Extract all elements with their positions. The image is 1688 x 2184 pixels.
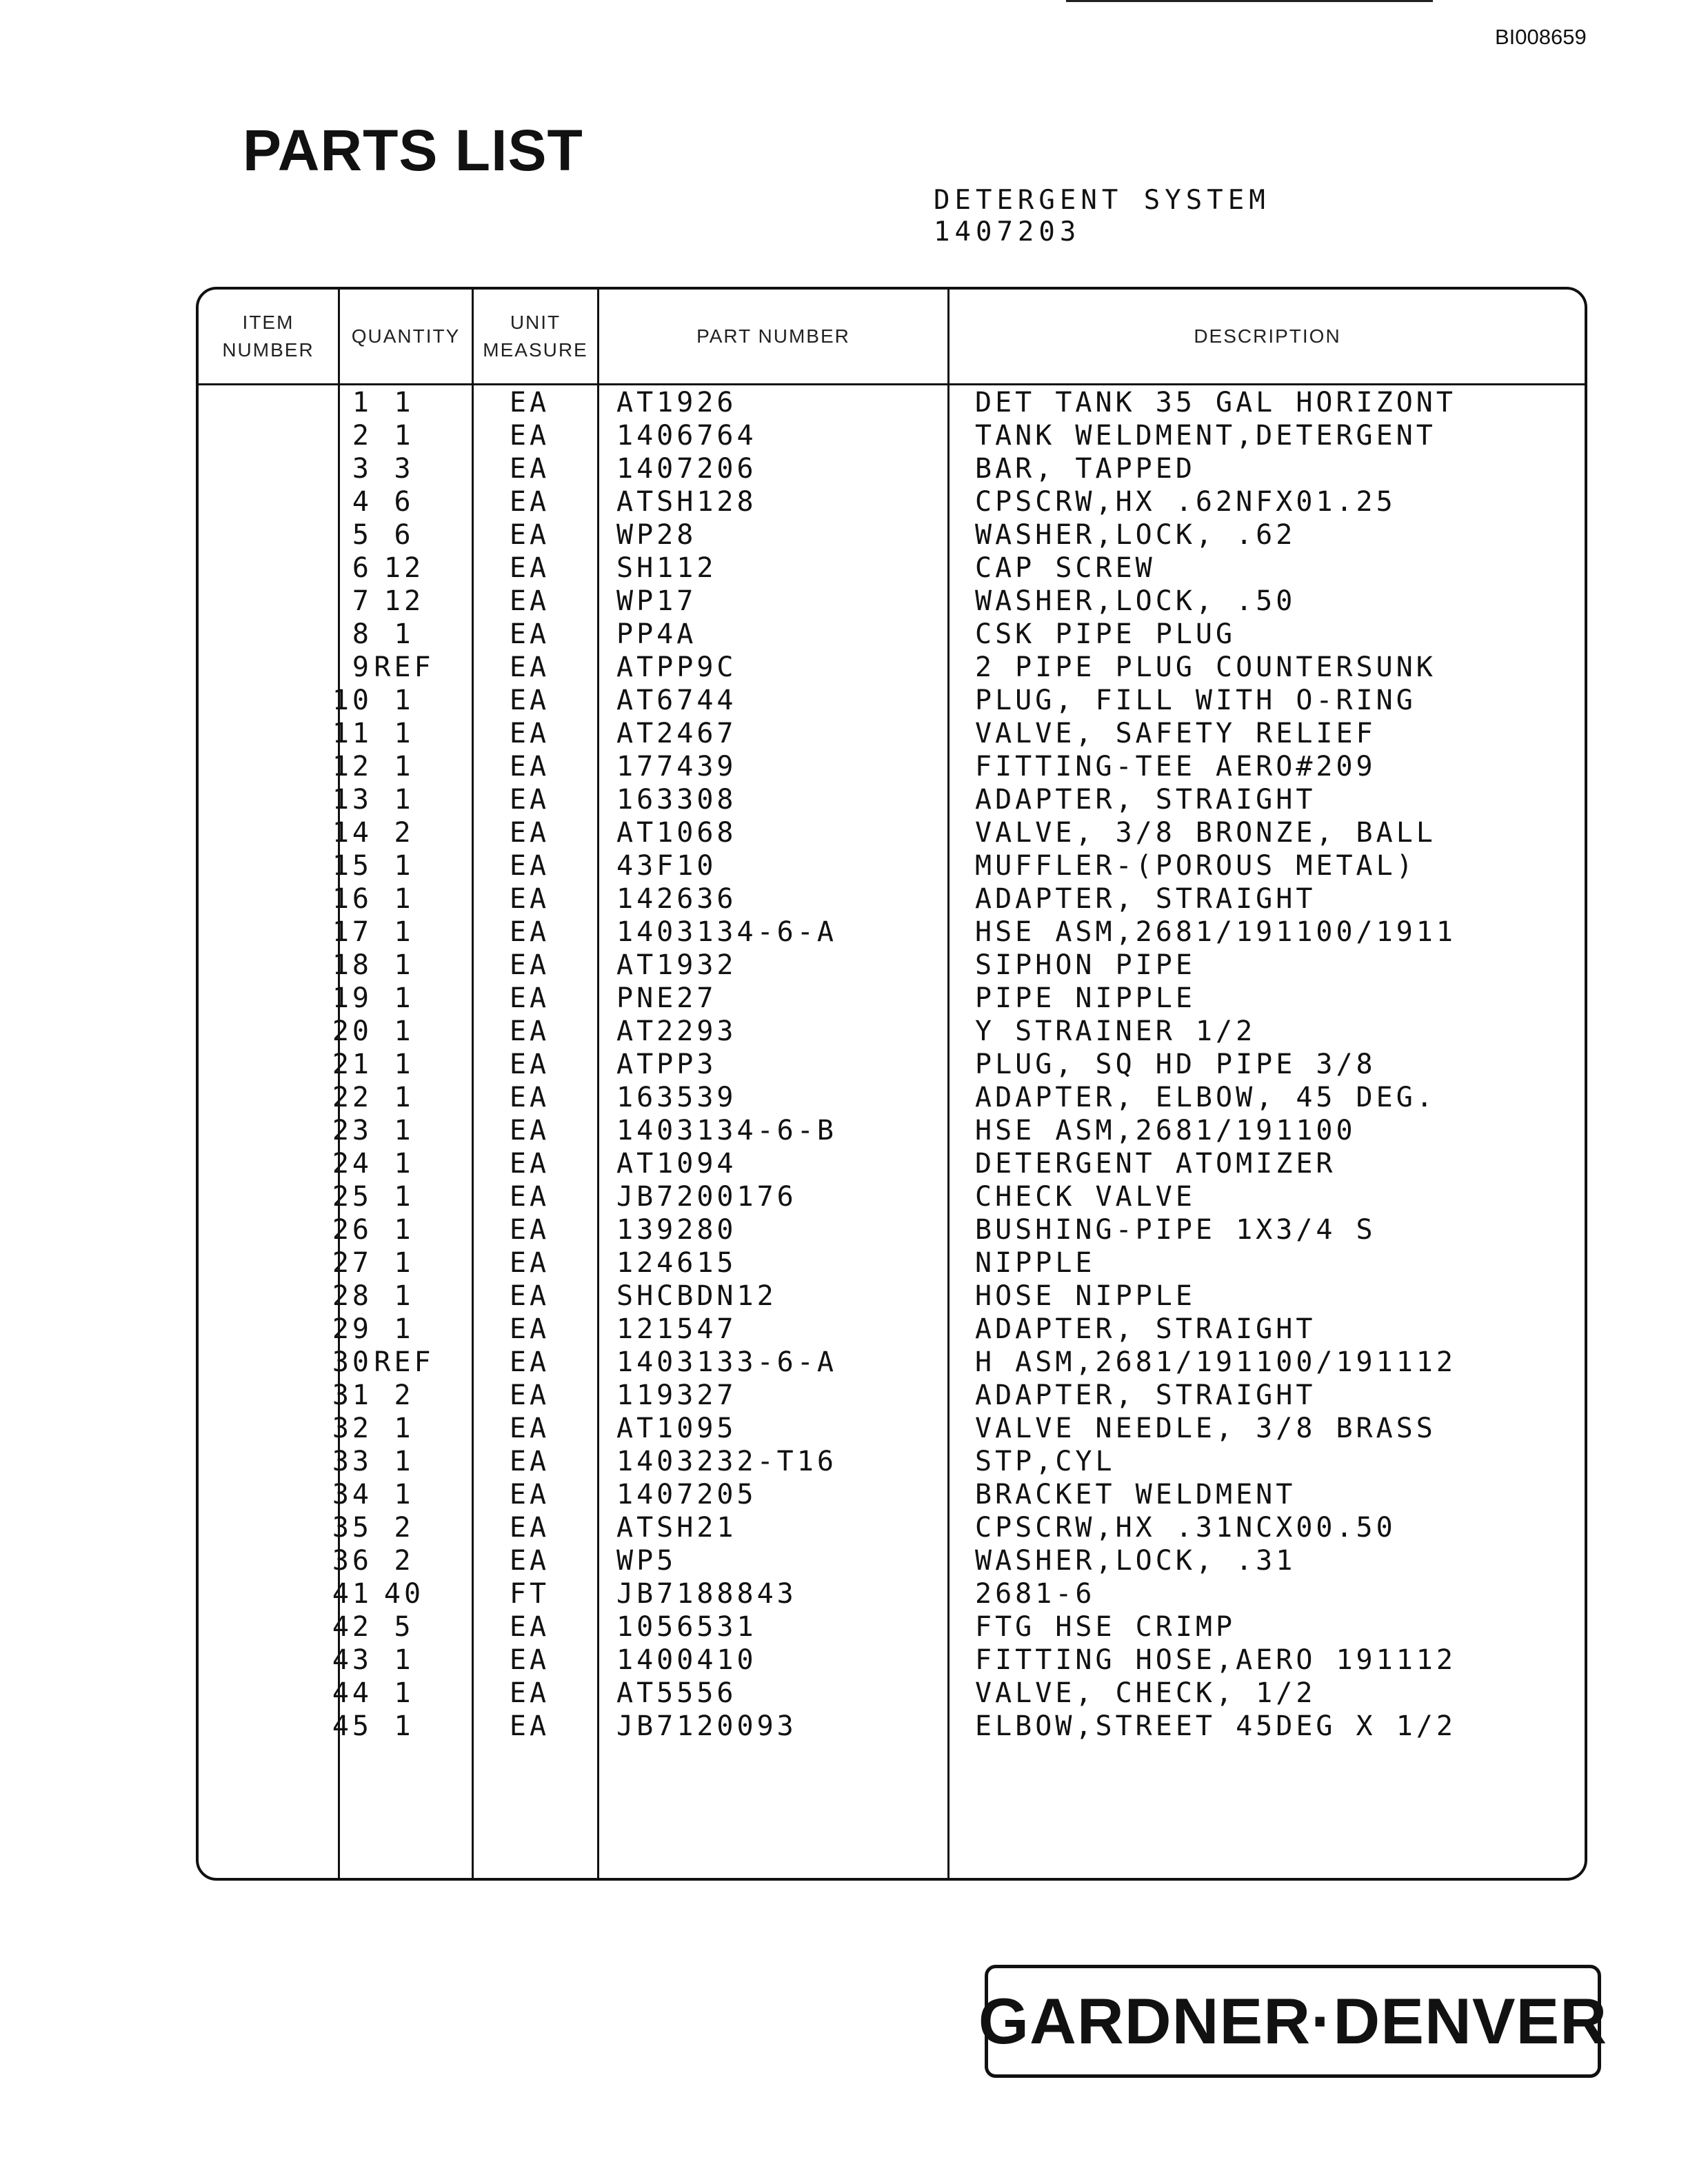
cell-item: 20: [332, 1015, 372, 1047]
table-row: [199, 485, 1585, 518]
cell-unit: EA: [509, 1644, 550, 1676]
cell-item: 35: [332, 1512, 372, 1544]
header-quantity: QUANTITY: [351, 325, 461, 347]
cell-part: JB7120093: [616, 1710, 797, 1742]
cell-part: SHCBDN12: [616, 1280, 777, 1312]
cell-qty: 1: [394, 718, 414, 749]
table-row: [199, 949, 1585, 982]
table-row: [199, 916, 1585, 949]
cell-part: 177439: [616, 751, 737, 782]
cell-qty: 1: [394, 1677, 414, 1709]
cell-part: AT2467: [616, 718, 737, 749]
table-row: [199, 518, 1585, 552]
table-row: [199, 684, 1585, 717]
cell-unit: EA: [509, 1082, 550, 1113]
cell-item: 2: [352, 420, 372, 452]
cell-item: 25: [332, 1181, 372, 1213]
cell-desc: WASHER,LOCK, .50: [975, 585, 1296, 617]
cell-qty: 1: [394, 420, 414, 452]
cell-part: 124615: [616, 1247, 737, 1279]
cell-desc: FTG HSE CRIMP: [975, 1611, 1236, 1643]
cell-unit: EA: [509, 1148, 550, 1180]
table-row: [199, 419, 1585, 452]
cell-desc: Y STRAINER 1/2: [975, 1015, 1256, 1047]
cell-desc: BUSHING-PIPE 1X3/4 S: [975, 1214, 1376, 1246]
table-row: [199, 882, 1585, 916]
table-row: [199, 1511, 1585, 1544]
cell-unit: EA: [509, 1545, 550, 1577]
cell-desc: VALVE, SAFETY RELIEF: [975, 718, 1376, 749]
cell-item: 43: [332, 1644, 372, 1676]
cell-part: 163539: [616, 1082, 737, 1113]
cell-item: 14: [332, 817, 372, 849]
table-row: [199, 1114, 1585, 1147]
cell-part: ATPP3: [616, 1049, 717, 1080]
cell-item: 4: [352, 486, 372, 518]
cell-item: 17: [332, 916, 372, 948]
cell-qty: 1: [394, 1247, 414, 1279]
cell-desc: HSE ASM,2681/191100/1911: [975, 916, 1456, 948]
table-row: [199, 750, 1585, 783]
cell-part: AT1094: [616, 1148, 737, 1180]
cell-item: 31: [332, 1379, 372, 1411]
table-row: [199, 1147, 1585, 1180]
cell-unit: EA: [509, 718, 550, 749]
cell-item: 34: [332, 1479, 372, 1510]
cell-qty: 2: [394, 1512, 414, 1544]
cell-unit: EA: [509, 1115, 550, 1146]
cell-unit: EA: [509, 1710, 550, 1742]
cell-item: 30: [332, 1346, 372, 1378]
cell-desc: PLUG, FILL WITH O-RING: [975, 685, 1416, 716]
cell-part: SH112: [616, 552, 717, 584]
cell-unit: EA: [509, 685, 550, 716]
cell-qty: 1: [394, 1710, 414, 1742]
table-row: [199, 1412, 1585, 1445]
table-row: [199, 717, 1585, 750]
cell-item: 42: [332, 1611, 372, 1643]
cell-unit: EA: [509, 519, 550, 551]
cell-unit: EA: [509, 1479, 550, 1510]
cell-item: 45: [332, 1710, 372, 1742]
cell-desc: FITTING-TEE AERO#209: [975, 751, 1376, 782]
cell-part: 43F10: [616, 850, 717, 882]
assembly-name: DETERGENT SYSTEM: [934, 185, 1270, 216]
document-id: BI008659: [1495, 25, 1587, 49]
cell-item: 24: [332, 1148, 372, 1180]
cell-item: 6: [352, 552, 372, 584]
cell-qty: 1: [394, 1115, 414, 1146]
table-row: [199, 1313, 1585, 1346]
cell-desc: HSE ASM,2681/191100: [975, 1115, 1356, 1146]
header-item-number: ITEM NUMBER: [222, 312, 314, 361]
cell-part: WP5: [616, 1545, 677, 1577]
cell-item: 13: [332, 784, 372, 816]
cell-part: WP28: [616, 519, 697, 551]
table-row: [199, 1015, 1585, 1048]
cell-item: 10: [332, 685, 372, 716]
company-logo: [978, 1965, 1608, 2078]
table-row: [199, 651, 1585, 684]
cell-qty: 1: [394, 685, 414, 716]
cell-item: 8: [352, 618, 372, 650]
cell-desc: VALVE NEEDLE, 3/8 BRASS: [975, 1413, 1436, 1444]
cell-unit: EA: [509, 1313, 550, 1345]
cell-qty: 1: [394, 387, 414, 418]
cell-unit: EA: [509, 817, 550, 849]
cell-qty: 12: [383, 552, 425, 584]
cell-part: ATPP9C: [616, 651, 737, 683]
cell-unit: EA: [509, 784, 550, 816]
cell-part: 1056531: [616, 1611, 757, 1643]
cell-part: AT1095: [616, 1413, 737, 1444]
cell-item: 27: [332, 1247, 372, 1279]
cell-qty: 1: [394, 1214, 414, 1246]
cell-part: PP4A: [616, 618, 697, 650]
cell-part: AT2293: [616, 1015, 737, 1047]
cell-unit: EA: [509, 1346, 550, 1378]
parts-table: [196, 287, 1587, 1881]
cell-desc: TANK WELDMENT,DETERGENT: [975, 420, 1436, 452]
table-row: [199, 1544, 1585, 1577]
cell-unit: EA: [509, 552, 550, 584]
assembly-number: 1407203: [934, 216, 1081, 247]
table-row: [199, 1280, 1585, 1313]
cell-qty: 1: [394, 1644, 414, 1676]
table-row: [199, 1644, 1585, 1677]
cell-unit: EA: [509, 387, 550, 418]
cell-qty: 1: [394, 1049, 414, 1080]
cell-qty: 1: [394, 1313, 414, 1345]
cell-item: 32: [332, 1413, 372, 1444]
cell-desc: SIPHON PIPE: [975, 949, 1196, 981]
cell-item: 41: [332, 1578, 372, 1610]
cell-part: 121547: [616, 1313, 737, 1345]
cell-qty: 1: [394, 1015, 414, 1047]
table-row: [199, 1677, 1585, 1710]
table-row: [199, 1081, 1585, 1114]
cell-unit: EA: [509, 949, 550, 981]
table-row: [199, 386, 1585, 419]
table-row: [199, 849, 1585, 882]
assembly-heading: [934, 185, 1270, 248]
cell-desc: WASHER,LOCK, .62: [975, 519, 1296, 551]
cell-desc: HOSE NIPPLE: [975, 1280, 1196, 1312]
cell-unit: EA: [509, 420, 550, 452]
cell-qty: 2: [394, 1379, 414, 1411]
cell-desc: STP,CYL: [975, 1446, 1116, 1477]
cell-unit: EA: [509, 585, 550, 617]
table-row: [199, 1180, 1585, 1213]
cell-part: 1403134-6-B: [616, 1115, 837, 1146]
page-title: PARTS LIST: [243, 118, 583, 183]
cell-item: 44: [332, 1677, 372, 1709]
cell-part: AT1068: [616, 817, 737, 849]
table-row: [199, 1213, 1585, 1246]
cell-desc: ADAPTER, STRAIGHT: [975, 1313, 1316, 1345]
cell-unit: EA: [509, 1512, 550, 1544]
cell-item: 12: [332, 751, 372, 782]
table-row: [199, 1445, 1585, 1478]
cell-unit: EA: [509, 916, 550, 948]
cell-qty: 1: [394, 1446, 414, 1477]
cell-part: 163308: [616, 784, 737, 816]
table-row: [199, 783, 1585, 816]
cell-item: 36: [332, 1545, 372, 1577]
cell-item: 23: [332, 1115, 372, 1146]
cell-part: ATSH128: [616, 486, 757, 518]
cell-desc: CHECK VALVE: [975, 1181, 1196, 1213]
cell-item: 18: [332, 949, 372, 981]
cell-part: 1403133-6-A: [616, 1346, 837, 1378]
cell-desc: BRACKET WELDMENT: [975, 1479, 1296, 1510]
cell-part: 139280: [616, 1214, 737, 1246]
cell-part: AT1932: [616, 949, 737, 981]
cell-unit: EA: [509, 618, 550, 650]
cell-desc: MUFFLER-(POROUS METAL): [975, 850, 1416, 882]
table-row: [199, 816, 1585, 849]
cell-part: JB7200176: [616, 1181, 797, 1213]
cell-unit: EA: [509, 850, 550, 882]
cell-part: 1407205: [616, 1479, 757, 1510]
cell-unit: EA: [509, 453, 550, 485]
cell-desc: VALVE, 3/8 BRONZE, BALL: [975, 817, 1436, 849]
cell-qty: 1: [394, 784, 414, 816]
header-divider: [199, 383, 1585, 385]
cell-part: JB7188843: [616, 1578, 797, 1610]
table-row: [199, 618, 1585, 651]
cell-item: 26: [332, 1214, 372, 1246]
cell-desc: ADAPTER, ELBOW, 45 DEG.: [975, 1082, 1436, 1113]
cell-qty: 1: [394, 982, 414, 1014]
cell-unit: EA: [509, 1015, 550, 1047]
cell-desc: VALVE, CHECK, 1/2: [975, 1677, 1316, 1709]
cell-qty: 2: [394, 1545, 414, 1577]
cell-desc: NIPPLE: [975, 1247, 1096, 1279]
cell-unit: EA: [509, 1214, 550, 1246]
cell-qty: 12: [383, 585, 425, 617]
cell-desc: PLUG, SQ HD PIPE 3/8: [975, 1049, 1376, 1080]
cell-desc: BAR, TAPPED: [975, 453, 1196, 485]
cell-part: AT1926: [616, 387, 737, 418]
cell-qty: 5: [394, 1611, 414, 1643]
cell-qty: 1: [394, 1479, 414, 1510]
cell-qty: 1: [394, 850, 414, 882]
cell-part: 1400410: [616, 1644, 757, 1676]
cell-unit: EA: [509, 651, 550, 683]
cell-desc: CPSCRW,HX .31NCX00.50: [975, 1512, 1396, 1544]
cell-qty: 1: [394, 1280, 414, 1312]
cell-item: 22: [332, 1082, 372, 1113]
cell-desc: 2 PIPE PLUG COUNTERSUNK: [975, 651, 1436, 683]
cell-item: 16: [332, 883, 372, 915]
table-row: [199, 1048, 1585, 1081]
table-row: [199, 1246, 1585, 1280]
cell-desc: ADAPTER, STRAIGHT: [975, 883, 1316, 915]
header-part-number: PART NUMBER: [696, 325, 850, 347]
table-row: [199, 1478, 1585, 1511]
cell-qty: 1: [394, 1413, 414, 1444]
table-row: [199, 1379, 1585, 1412]
cell-unit: EA: [509, 1280, 550, 1312]
cell-part: 1407206: [616, 453, 757, 485]
cell-item: 3: [352, 453, 372, 485]
cell-unit: EA: [509, 1611, 550, 1643]
cell-item: 15: [332, 850, 372, 882]
cell-part: ATSH21: [616, 1512, 737, 1544]
cell-unit: EA: [509, 1677, 550, 1709]
table-row: [199, 1346, 1585, 1379]
cell-desc: 2681-6: [975, 1578, 1096, 1610]
cell-part: 1406764: [616, 420, 757, 452]
cell-qty: 1: [394, 949, 414, 981]
cell-desc: CAP SCREW: [975, 552, 1156, 584]
cell-unit: EA: [509, 1413, 550, 1444]
cell-unit: EA: [509, 982, 550, 1014]
cell-item: 9: [352, 651, 372, 683]
cell-item: 5: [352, 519, 372, 551]
cell-unit: EA: [509, 1446, 550, 1477]
cell-qty: 3: [394, 453, 414, 485]
cell-item: 33: [332, 1446, 372, 1477]
cell-desc: WASHER,LOCK, .31: [975, 1545, 1296, 1577]
table-row: [199, 585, 1585, 618]
cell-qty: 6: [394, 486, 414, 518]
cell-part: AT6744: [616, 685, 737, 716]
cell-part: 119327: [616, 1379, 737, 1411]
cell-desc: ADAPTER, STRAIGHT: [975, 784, 1316, 816]
cell-qty: 1: [394, 883, 414, 915]
cell-item: 1: [352, 387, 372, 418]
cell-desc: CPSCRW,HX .62NFX01.25: [975, 486, 1396, 518]
cell-unit: EA: [509, 1379, 550, 1411]
header-description: DESCRIPTION: [1194, 325, 1341, 347]
table-row: [199, 1710, 1585, 1743]
cell-desc: DETERGENT ATOMIZER: [975, 1148, 1336, 1180]
cell-item: 21: [332, 1049, 372, 1080]
table-row: [199, 1610, 1585, 1644]
cell-qty: 6: [394, 519, 414, 551]
cell-unit: EA: [509, 1181, 550, 1213]
cell-part: 1403134-6-A: [616, 916, 837, 948]
cell-part: PNE27: [616, 982, 717, 1014]
cell-qty: 2: [394, 817, 414, 849]
cell-desc: PIPE NIPPLE: [975, 982, 1196, 1014]
logo-text: GARDNER·DENVER: [978, 1985, 1608, 2057]
cell-item: 19: [332, 982, 372, 1014]
cell-unit: EA: [509, 751, 550, 782]
cell-desc: DET TANK 35 GAL HORIZONT: [975, 387, 1456, 418]
cell-desc: ELBOW,STREET 45DEG X 1/2: [975, 1710, 1456, 1742]
cell-desc: FITTING HOSE,AERO 191112: [975, 1644, 1456, 1676]
cell-qty: 1: [394, 1181, 414, 1213]
cell-qty: 1: [394, 1082, 414, 1113]
cell-desc: CSK PIPE PLUG: [975, 618, 1236, 650]
cell-qty: REF: [374, 1346, 434, 1378]
cell-unit: EA: [509, 1247, 550, 1279]
cell-item: 11: [332, 718, 372, 749]
cell-part: WP17: [616, 585, 697, 617]
table-row: [199, 552, 1585, 585]
table-row: [199, 982, 1585, 1015]
cell-part: 1403232-T16: [616, 1446, 837, 1477]
cell-unit: FT: [509, 1578, 550, 1610]
cell-unit: EA: [509, 1049, 550, 1080]
top-rule: [1066, 0, 1433, 2]
cell-unit: EA: [509, 486, 550, 518]
cell-item: 29: [332, 1313, 372, 1345]
cell-item: 7: [352, 585, 372, 617]
cell-qty: REF: [374, 651, 434, 683]
cell-desc: ADAPTER, STRAIGHT: [975, 1379, 1316, 1411]
cell-qty: 1: [394, 751, 414, 782]
table-row: [199, 1577, 1585, 1610]
header-unit-measure: UNIT MEASURE: [483, 312, 588, 361]
cell-qty: 40: [383, 1578, 425, 1610]
cell-qty: 1: [394, 618, 414, 650]
table-row: [199, 452, 1585, 485]
cell-qty: 1: [394, 916, 414, 948]
cell-part: 142636: [616, 883, 737, 915]
cell-qty: 1: [394, 1148, 414, 1180]
cell-part: AT5556: [616, 1677, 737, 1709]
cell-desc: H ASM,2681/191100/191112: [975, 1346, 1456, 1378]
cell-unit: EA: [509, 883, 550, 915]
cell-item: 28: [332, 1280, 372, 1312]
